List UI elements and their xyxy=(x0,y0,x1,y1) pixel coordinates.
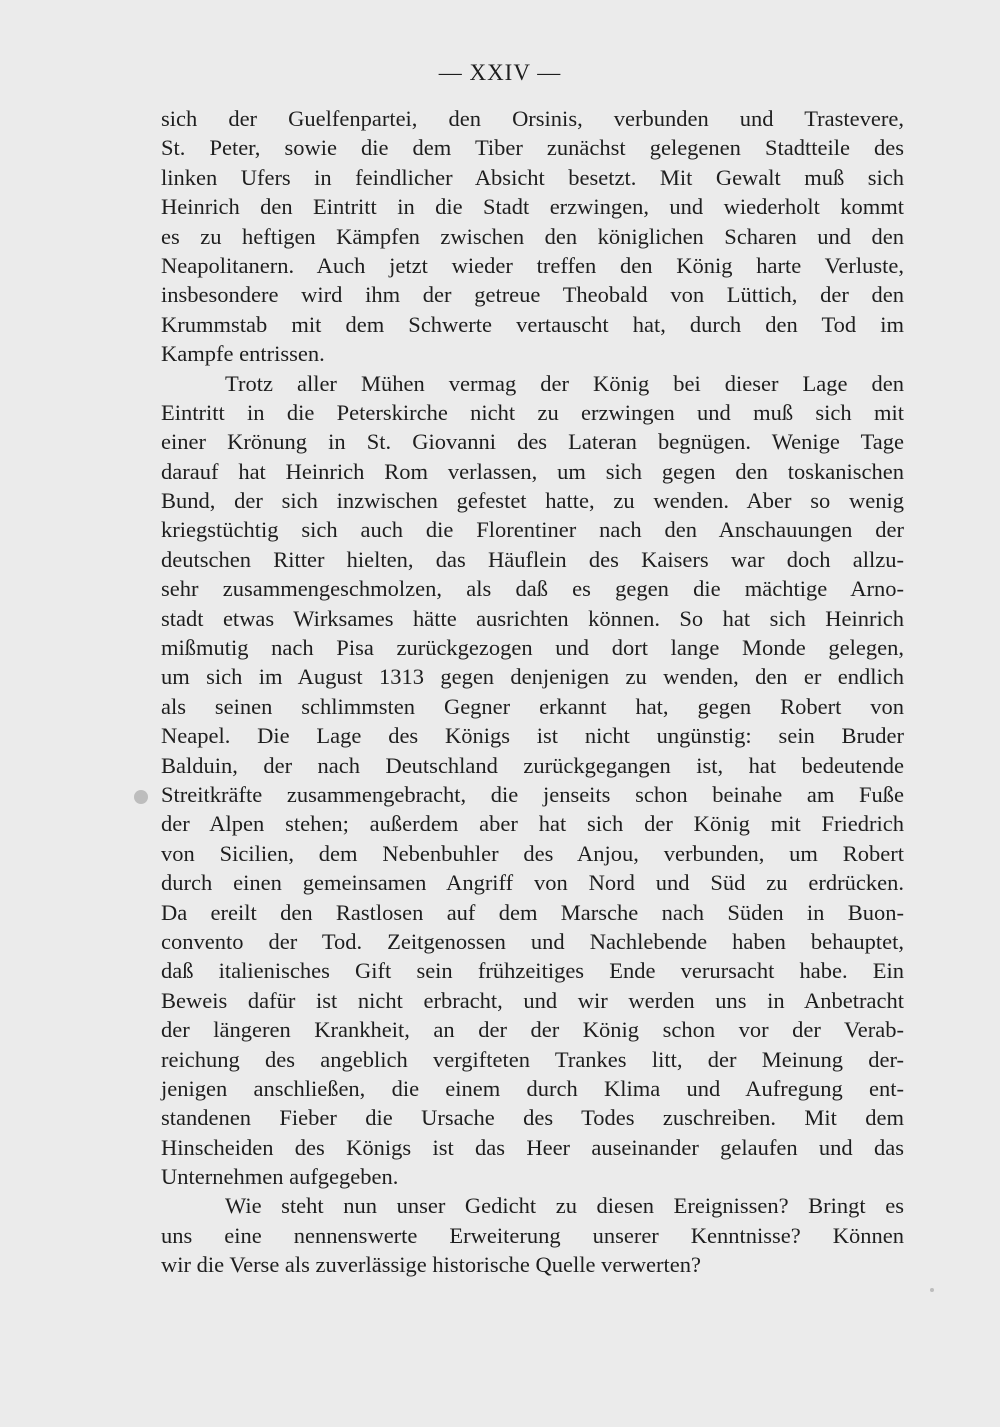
text-line: Heinrich den Eintritt in die Stadt erzwingen, und wiederholt kommt xyxy=(161,194,904,220)
text-line: St. Peter, sowie die dem Tiber zunächst gelegenen Stadtteile des xyxy=(161,135,904,161)
text-line: sich der Guelfenpartei, den Orsinis, verbunden und Trastevere, xyxy=(161,106,904,131)
text-line: Kampfe entrissen. xyxy=(161,341,325,367)
text-line: reichung des angeblich vergifteten Trankes litt, der Meinung der- xyxy=(161,1046,904,1072)
text-line: von Sicilien, dem Nebenbuhler des Anjou, verbunden, um Robert xyxy=(161,840,904,866)
text-line: sehr zusammengeschmolzen, als daß es gegen die mächtige Arno- xyxy=(161,576,904,602)
paper-speck xyxy=(930,1288,934,1292)
text-line: daß italienisches Gift sein frühzeitiges Ende verursacht habe. Ein xyxy=(161,958,904,984)
text-line: jenigen anschließen, die einem durch Klima und Aufregung ent- xyxy=(161,1075,904,1101)
paper-speck xyxy=(134,790,148,804)
text-line: Unternehmen aufgegeben. xyxy=(161,1164,399,1190)
paragraph xyxy=(161,104,904,369)
text-line: uns eine nennenswerte Erweiterung unserer Kenntnisse? Können xyxy=(161,1222,904,1248)
text-line: durch einen gemeinsamen Angriff von Nord und Süd zu erdrücken. xyxy=(161,870,904,896)
text-line: um sich im August 1313 gegen denjenigen zu wenden, den er endlich xyxy=(161,664,904,690)
body-text xyxy=(161,104,904,1280)
paragraph xyxy=(161,369,904,1192)
page-number-header: — XXIV — xyxy=(438,60,562,85)
text-line: Hinscheiden des Königs ist das Heer auseinander gelaufen und das xyxy=(161,1134,904,1160)
text-line: stadt etwas Wirksames hätte ausrichten können. So hat sich Heinrich xyxy=(161,605,904,631)
text-line: convento der Tod. Zeitgenossen und Nachlebende haben behauptet, xyxy=(161,928,904,954)
text-line: standenen Fieber die Ursache des Todes zuschreiben. Mit dem xyxy=(161,1105,904,1131)
paragraph xyxy=(161,1191,904,1279)
text-line: wir die Verse als zuverlässige historische Quelle verwerten? xyxy=(161,1252,702,1278)
text-line: Streitkräfte zusammengebracht, die jenseits schon beinahe am Fuße xyxy=(161,781,904,807)
text-line: Trotz aller Mühen vermag der König bei dieser Lage den xyxy=(225,370,904,396)
text-line: es zu heftigen Kämpfen zwischen den königlichen Scharen und den xyxy=(161,223,904,249)
text-line: deutschen Ritter hielten, das Häuflein des Kaisers war doch allzu- xyxy=(161,546,904,572)
text-line: als seinen schlimmsten Gegner erkannt hat, gegen Robert von xyxy=(161,693,904,719)
text-line: insbesondere wird ihm der getreue Theobald von Lüttich, der den xyxy=(161,282,904,308)
text-line: Da ereilt den Rastlosen auf dem Marsche nach Süden in Buon- xyxy=(161,899,904,925)
text-line: Wie steht nun unser Gedicht zu diesen Ereignissen? Bringt es xyxy=(225,1193,904,1219)
text-line: darauf hat Heinrich Rom verlassen, um sich gegen den toskanischen xyxy=(161,458,904,484)
text-line: Eintritt in die Peterskirche nicht zu erzwingen und muß sich mit xyxy=(161,399,904,425)
text-line: Neapel. Die Lage des Königs ist nicht ungünstig: sein Bruder xyxy=(161,723,904,749)
text-line: der längeren Krankheit, an der der König schon vor der Verab- xyxy=(161,1017,904,1043)
text-line: Neapolitanern. Auch jetzt wieder treffen den König harte Verluste, xyxy=(161,252,904,278)
text-line: Beweis dafür ist nicht erbracht, und wir werden uns in Anbetracht xyxy=(161,987,904,1013)
text-line: mißmutig nach Pisa zurückgezogen und dort lange Monde gelegen, xyxy=(161,635,904,661)
text-line: Krummstab mit dem Schwerte vertauscht hat, durch den Tod im xyxy=(161,311,904,337)
text-line: einer Krönung in St. Giovanni des Lateran begnügen. Wenige Tage xyxy=(161,429,904,455)
text-line: kriegstüchtig sich auch die Florentiner nach den Anschauungen der xyxy=(161,517,904,543)
text-line: linken Ufers in feindlicher Absicht besetzt. Mit Gewalt muß sich xyxy=(161,164,904,190)
text-line: Balduin, der nach Deutschland zurückgegangen ist, hat bedeutende xyxy=(161,752,904,778)
text-line: der Alpen stehen; außerdem aber hat sich der König mit Friedrich xyxy=(161,811,904,837)
text-line: Bund, der sich inzwischen gefestet hatte, zu wenden. Aber so wenig xyxy=(161,488,904,514)
